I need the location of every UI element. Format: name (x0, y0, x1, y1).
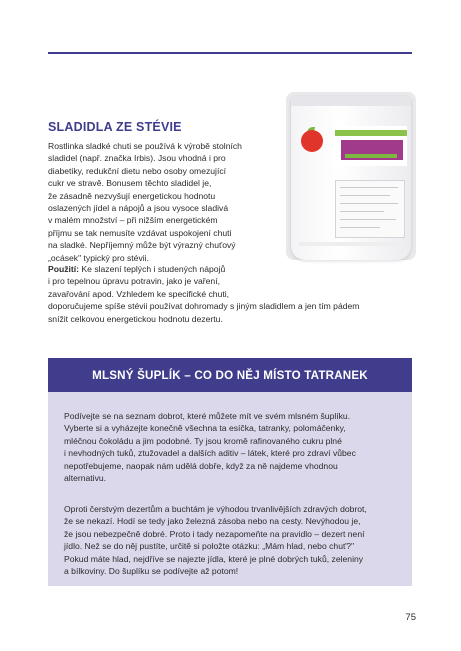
table-line (340, 211, 384, 212)
brand-logo-icon (301, 130, 323, 152)
paragraph-line: a bílkoviny. Do šuplíku se podívejte až potom! (64, 566, 239, 577)
box-title: MLSNÝ ŠUPLÍK – CO DO NĚJ MÍSTO TATRANEK (48, 358, 412, 392)
paragraph-line: snížit celkovou energetickou hodnotu dezertu. (48, 313, 223, 324)
paragraph-line: oslazených jídel a nápojů a jsou vysoce sladivá (48, 203, 229, 214)
paragraph-line: Pokud máte hlad, nejdříve se najezte jídla, které je plné dobrých tuků, zeleniny (64, 553, 364, 564)
nutrition-table-icon (335, 180, 405, 238)
paragraph-line: i pro tepelnou úpravu potravin, jako je vaření, (48, 276, 220, 287)
usage-text: Ke slazení teplých i studených nápojů (79, 264, 226, 274)
paragraph-line: cukr ve stravě. Bonusem těchto sladidel je, (48, 178, 212, 189)
paragraph-line: že zásadně nezvyšují energetickou hodnotu (48, 190, 216, 201)
page-number: 75 (405, 612, 416, 623)
table-line (340, 195, 390, 196)
paragraph-line: na sladké. Nepříjemný může být výrazný chuťový (48, 240, 236, 251)
label-stripe (335, 130, 407, 136)
paragraph-line: že se nekazí. Hodí se tedy jako železná zásoba nebo na cesty. Nevýhodou je, (64, 516, 361, 527)
table-line (340, 219, 396, 220)
paragraph-line: diabetiky, redukční dietu nebo osoby omezující (48, 165, 227, 176)
top-divider (48, 52, 412, 54)
stevia-package-icon (291, 96, 411, 260)
paragraph-line: jídlo. Než se do něj pustíte, určitě si položte otázku: „Mám hlad, nebo chuť?" (64, 541, 355, 552)
table-line (340, 187, 398, 188)
usage-label: Použití: (48, 264, 80, 274)
label-subtitle-block (345, 154, 397, 158)
paragraph-line: Podívejte se na seznam dobrot, které můžete mít ve svém mlsném šuplíku. (64, 411, 351, 421)
paragraph-line: „ocásek" typický pro stévii. (48, 252, 149, 263)
table-line (340, 227, 380, 228)
section-heading: SLADIDLA ZE STÉVIE (48, 120, 182, 134)
paragraph-line: sladidel (např. značka Irbis). Jsou vhodná i pro (48, 153, 226, 164)
package-bottom (299, 242, 403, 246)
stevia-description (48, 140, 288, 264)
paragraph-line: doporučujeme spíše stévii používat dohromady s jiným sladidlem a jen tím pádem (48, 301, 360, 312)
paragraph-line: i nevhodných tuků, ztužovadel a dalších aditiv – látek, které pro zdraví vůbec (64, 448, 356, 459)
package-label (335, 126, 407, 166)
box-paragraph-1 (64, 410, 404, 484)
usage-paragraph (48, 263, 418, 325)
table-line (340, 203, 398, 204)
paragraph-line: v malém množství – při nižším energetickém (48, 215, 218, 226)
paragraph-line: že jsou nebezpečně dobré. Proto i tady nezapomeňte na pravidlo – dezert není (64, 528, 365, 539)
package-seal (291, 96, 411, 106)
paragraph-line: mléčnou čokoládu a jim podobné. Ty jsou kromě rafinovaného cukru plné (64, 435, 342, 446)
paragraph-line: Oproti čerstvým dezertům a buchtám je výhodou trvanlivějších zdravých dobrot, (64, 504, 367, 514)
paragraph-line: Vyberte si a vyházejte konečně všechna ta esíčka, tatranky, polomáčenky, (64, 423, 346, 434)
paragraph-line: alternativu. (64, 473, 107, 484)
box-paragraph-2 (64, 503, 404, 577)
paragraph-line: Rostlinka sladké chuti se používá k výrobě stolních (48, 141, 242, 151)
paragraph-line: zavařování apod. Vzhledem ke specifické chuti, (48, 288, 230, 299)
usage-first-line (48, 263, 418, 275)
paragraph-line: příjmu se tak nemusíte vzdávat uspokojení chuti (48, 227, 232, 238)
paragraph-line: nepotřebujeme, naopak nám udělá dobře, když za ně najdeme vhodnou (64, 460, 338, 471)
